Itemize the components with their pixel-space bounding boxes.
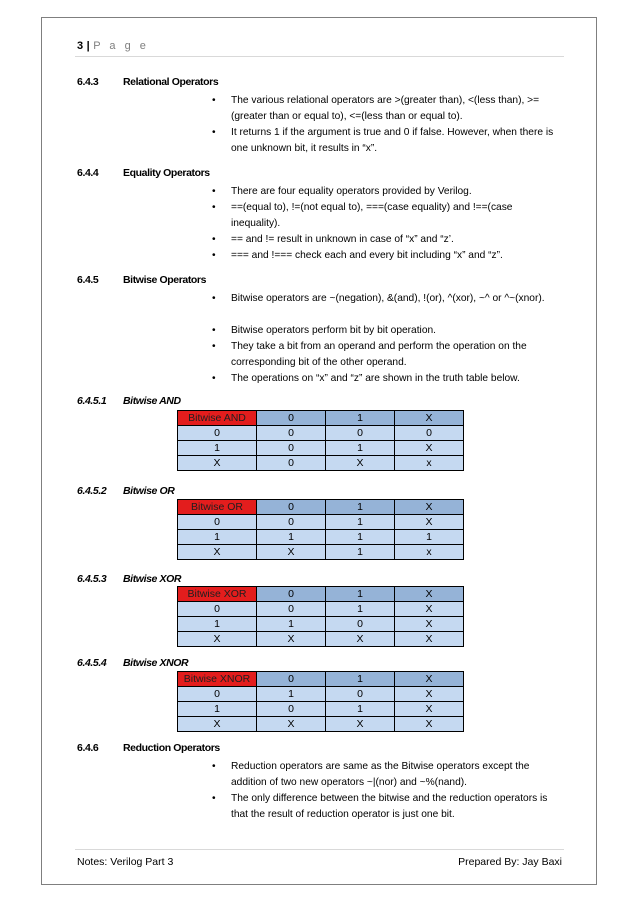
bullet-icon: • [212, 761, 216, 772]
footer-left: Notes: Verilog Part 3 [77, 856, 174, 868]
table-cell: Bitwise XOR [178, 587, 257, 602]
bullet-icon: • [212, 234, 216, 245]
bullet-icon: • [212, 293, 216, 304]
bullet-icon: • [212, 793, 216, 804]
bullet-icon: • [212, 325, 216, 336]
table-cell: 0 [257, 672, 326, 687]
table-cell: X [395, 717, 464, 732]
table-cell: X [395, 500, 464, 515]
table-cell: 0 [257, 456, 326, 471]
section-heading-bitwise [77, 274, 206, 286]
list-item [212, 759, 557, 791]
table-cell: 0 [257, 411, 326, 426]
table-cell: X [178, 632, 257, 647]
section-number: 6.4.3 [77, 76, 99, 88]
footer-rule [75, 849, 564, 850]
table-cell: 0 [257, 702, 326, 717]
list-item [212, 791, 557, 823]
table-cell: 1 [326, 545, 395, 560]
bullet-text: == and != result in unknown in case of “x” and “z’. [231, 234, 454, 245]
subsection-number: 6.4.5.3 [77, 573, 107, 585]
table-cell: 1 [326, 411, 395, 426]
bullet-icon: • [212, 95, 216, 106]
section-number: 6.4.6 [77, 742, 99, 754]
section-title: Bitwise Operators [123, 274, 207, 286]
table-cell: 0 [326, 687, 395, 702]
table-cell: X [257, 717, 326, 732]
table-cell: X [395, 515, 464, 530]
table-cell: x [395, 456, 464, 471]
bullet-text: The only difference between the bitwise and the reduction operators is that the result of reduction operator is just one bit. [231, 793, 548, 820]
section-title: Relational Operators [123, 76, 219, 88]
table-cell: X [395, 687, 464, 702]
table-cell: 0 [395, 426, 464, 441]
table-cell: 0 [257, 426, 326, 441]
table-cell: 0 [326, 426, 395, 441]
list-item [212, 184, 557, 200]
truth-table-or [177, 499, 464, 560]
subsection-heading-xor [77, 573, 181, 585]
bullet-text: Bitwise operators are ~(negation), &(and), !(or), ^(xor), ~^ or ^~(xnor). [231, 293, 545, 304]
list-item [212, 232, 557, 248]
table-cell: 1 [257, 530, 326, 545]
table-cell: 1 [257, 687, 326, 702]
table-cell: X [178, 545, 257, 560]
list-item [212, 93, 557, 125]
section-title: Reduction Operators [123, 742, 220, 754]
table-cell: 0 [178, 602, 257, 617]
section-number: 6.4.5 [77, 274, 99, 286]
bullet-text: The operations on “x” and “z” are shown in the truth table below. [231, 373, 520, 384]
table-cell: 0 [257, 515, 326, 530]
list-item [212, 323, 557, 339]
table-cell: X [257, 545, 326, 560]
section-heading-relational [77, 76, 218, 88]
table-cell: X [178, 456, 257, 471]
section-heading-reduction [77, 742, 220, 754]
section-heading-equality [77, 167, 210, 179]
table-cell: X [395, 672, 464, 687]
table-cell: X [395, 441, 464, 456]
subsection-title: Bitwise OR [123, 485, 175, 497]
table-cell: 1 [326, 702, 395, 717]
table-cell: X [395, 411, 464, 426]
table-cell: X [326, 632, 395, 647]
table-cell: X [395, 632, 464, 647]
header-separator: | [86, 40, 91, 52]
table-cell: 1 [326, 602, 395, 617]
table-cell: 1 [395, 530, 464, 545]
table-cell: X [395, 602, 464, 617]
bullet-icon: • [212, 202, 216, 213]
subsection-heading-and [77, 395, 181, 407]
table-cell: 1 [326, 441, 395, 456]
page-word: P a g e [93, 40, 149, 52]
page-header [77, 40, 149, 52]
table-cell: 0 [326, 617, 395, 632]
list-item [212, 371, 557, 387]
bullet-text: Reduction operators are same as the Bitwise operators except the addition of two new operators ~|(nor) and ~%(nand). [231, 761, 530, 788]
header-rule [75, 56, 564, 57]
table-cell: X [395, 617, 464, 632]
subsection-number: 6.4.5.4 [77, 657, 107, 669]
table-cell: X [395, 587, 464, 602]
page-number: 3 [77, 40, 84, 52]
list-item [212, 291, 557, 307]
bullet-text: ==(equal to), !=(not equal to), ===(case equality) and !==(case inequality). [231, 202, 513, 229]
subsection-heading-or [77, 485, 174, 497]
table-cell: 1 [326, 530, 395, 545]
bullet-icon: • [212, 250, 216, 261]
table-cell: Bitwise XNOR [178, 672, 257, 687]
table-cell: Bitwise AND [178, 411, 257, 426]
bullet-icon: • [212, 341, 216, 352]
bullet-icon: • [212, 186, 216, 197]
subsection-title: Bitwise XNOR [123, 657, 189, 669]
table-cell: X [326, 717, 395, 732]
subsection-number: 6.4.5.1 [77, 395, 107, 407]
table-cell: 0 [178, 515, 257, 530]
table-cell: 1 [326, 515, 395, 530]
truth-table-and [177, 410, 464, 471]
table-cell: 1 [178, 441, 257, 456]
table-cell: 1 [326, 500, 395, 515]
list-item [212, 339, 557, 371]
subsection-number: 6.4.5.2 [77, 485, 107, 497]
table-cell: X [178, 717, 257, 732]
table-cell: 0 [257, 500, 326, 515]
table-cell: X [326, 456, 395, 471]
table-cell: Bitwise OR [178, 500, 257, 515]
section-number: 6.4.4 [77, 167, 99, 179]
truth-table-xnor [177, 671, 464, 732]
subsection-heading-xnor [77, 657, 188, 669]
table-cell: 1 [178, 617, 257, 632]
bullet-text: There are four equality operators provided by Verilog. [231, 186, 472, 197]
table-cell: X [257, 632, 326, 647]
table-cell: 0 [257, 441, 326, 456]
footer-right: Prepared By: Jay Baxi [458, 856, 562, 868]
table-cell: 0 [257, 587, 326, 602]
list-item [212, 125, 557, 157]
table-cell: 0 [178, 426, 257, 441]
subsection-title: Bitwise XOR [123, 573, 182, 585]
list-item [212, 248, 557, 264]
bullet-icon: • [212, 373, 216, 384]
table-cell: 0 [178, 687, 257, 702]
list-item [212, 200, 557, 232]
bullet-text: Bitwise operators perform bit by bit operation. [231, 325, 436, 336]
bullet-text: === and !=== check each and every bit including “x” and “z”. [231, 250, 503, 261]
bullet-text: It returns 1 if the argument is true and 0 if false. However, when there is one unknown bit, it results in “x”. [231, 127, 554, 154]
bullet-text: They take a bit from an operand and perform the operation on the corresponding bit of the other operand. [231, 341, 527, 368]
table-cell: X [395, 702, 464, 717]
section-title: Equality Operators [123, 167, 210, 179]
table-cell: 1 [178, 530, 257, 545]
table-cell: 1 [178, 702, 257, 717]
table-cell: 1 [326, 587, 395, 602]
bullet-text: The various relational operators are >(greater than), <(less than), >=(greater than or equal to), <=(less than or equal to). [231, 95, 540, 122]
table-cell: 1 [326, 672, 395, 687]
bullet-icon: • [212, 127, 216, 138]
table-cell: x [395, 545, 464, 560]
table-cell: 1 [257, 617, 326, 632]
subsection-title: Bitwise AND [123, 395, 181, 407]
table-cell: 0 [257, 602, 326, 617]
truth-table-xor [177, 586, 464, 647]
